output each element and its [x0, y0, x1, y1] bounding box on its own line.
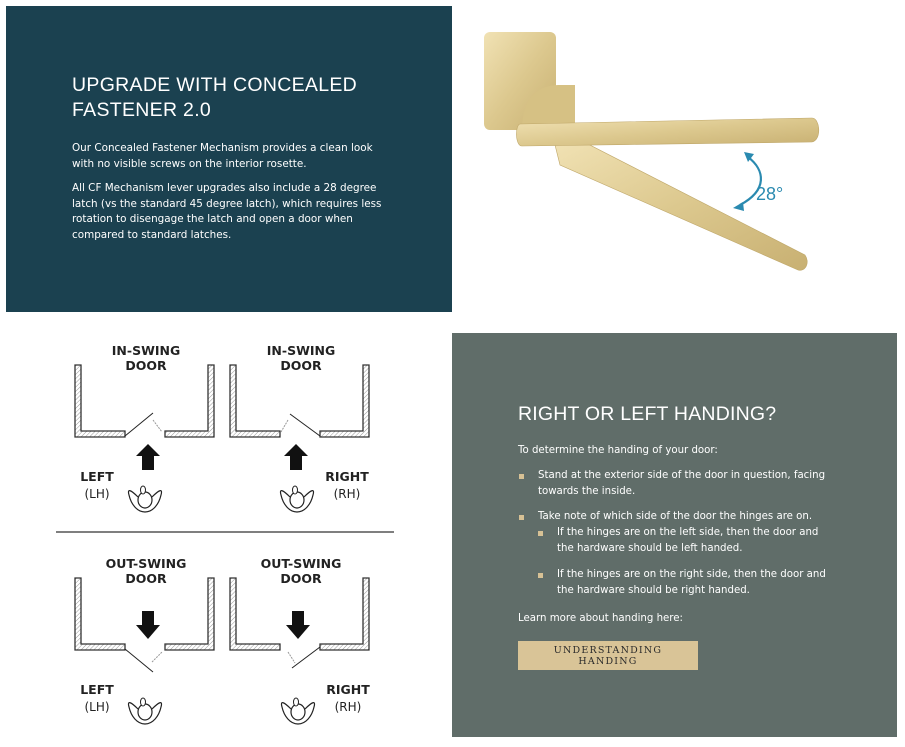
diagram-in-swing-right — [230, 343, 369, 512]
learn-more-text: Learn more about handing here: — [518, 613, 683, 624]
svg-text:RIGHT: RIGHT — [325, 469, 369, 484]
handing-intro: To determine the handing of your door: — [518, 445, 718, 456]
diagram-in-swing-left — [75, 343, 214, 512]
svg-text:(LH): (LH) — [84, 487, 110, 501]
bullet-icon — [519, 474, 524, 479]
fastener-para-1: Our Concealed Fastener Mechanism provides a clean look with no visible screws on the interior rosette. — [72, 142, 373, 170]
lever-handle-image — [484, 32, 819, 270]
svg-text:OUT-SWING: OUT-SWING — [260, 556, 342, 571]
handing-title: RIGHT OR LEFT HANDING? — [518, 403, 777, 425]
bullet-2: Take note of which side of the door the hinges are on. — [538, 511, 813, 522]
svg-text:LEFT: LEFT — [80, 469, 114, 484]
svg-text:(RH): (RH) — [334, 700, 362, 714]
svg-text:LEFT: LEFT — [80, 682, 114, 697]
diagram-out-swing-right — [230, 556, 370, 724]
sub-bullet-1: If the hinges are on the left side, then the door and the hardware should be left handed. — [557, 527, 819, 554]
svg-text:RIGHT: RIGHT — [326, 682, 370, 697]
svg-text:(LH): (LH) — [84, 700, 110, 714]
fastener-para-2: All CF Mechanism lever upgrades also include a 28 degree latch (vs the standard 45 degree latch), which requires less rotation to disengage the latch and open a door when compared to standard latches. — [72, 182, 382, 241]
bullet-icon — [538, 573, 543, 578]
diagram-out-swing-left — [75, 556, 214, 724]
sub-bullet-2: If the hinges are on the right side, then the door and the hardware should be right handed. — [557, 569, 826, 596]
svg-text:DOOR: DOOR — [125, 571, 167, 586]
understanding-handing-button[interactable]: UNDERSTANDING HANDING — [518, 641, 698, 670]
svg-text:DOOR: DOOR — [280, 358, 322, 373]
svg-text:IN-SWING: IN-SWING — [111, 343, 181, 358]
svg-text:OUT-SWING: OUT-SWING — [105, 556, 187, 571]
svg-text:IN-SWING: IN-SWING — [266, 343, 336, 358]
svg-text:DOOR: DOOR — [280, 571, 322, 586]
angle-label: 28° — [756, 184, 784, 204]
bullet-icon — [538, 531, 543, 536]
fastener-title: UPGRADE WITH CONCEALED FASTENER 2.0 — [72, 74, 358, 121]
bullet-icon — [519, 515, 524, 520]
bullet-1: Stand at the exterior side of the door in question, facing towards the inside. — [538, 470, 826, 497]
handing-panel — [452, 333, 897, 737]
svg-text:DOOR: DOOR — [125, 358, 167, 373]
svg-text:(RH): (RH) — [333, 487, 361, 501]
